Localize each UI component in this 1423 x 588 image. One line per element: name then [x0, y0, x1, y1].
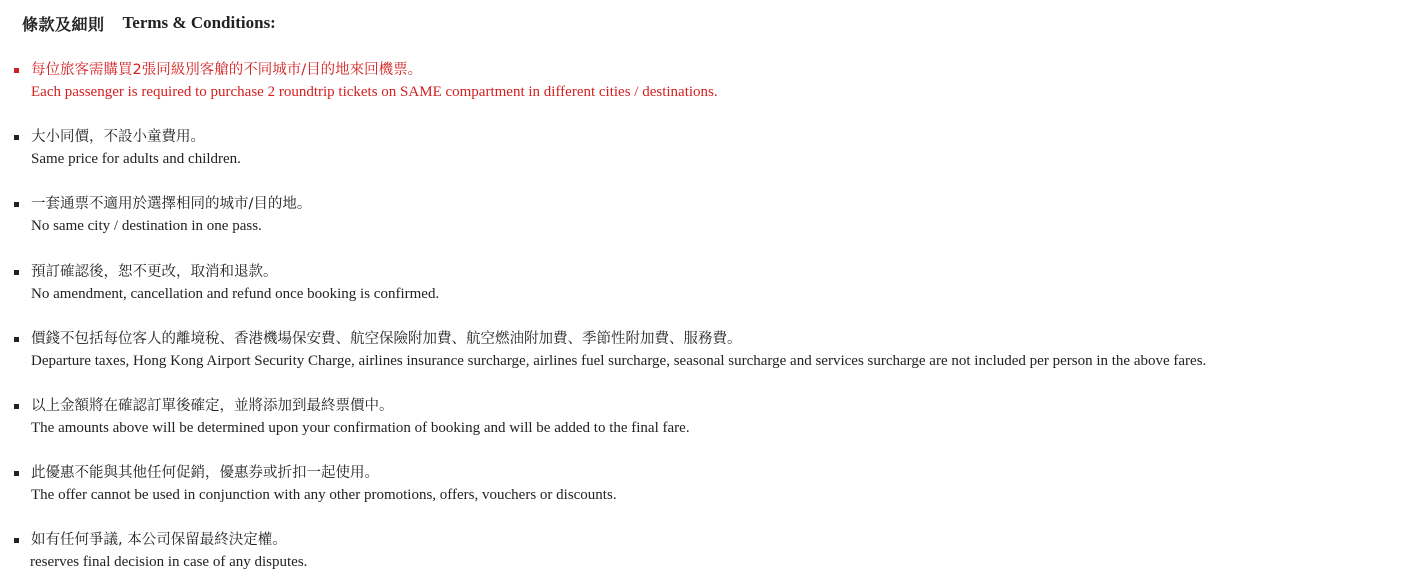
term-item-same-price — [14, 127, 1414, 171]
term-text-chinese: 每位旅客需購買2張同級別客艙的不同城市/目的地來回機票。 — [31, 62, 423, 78]
term-text-english: The offer cannot be used in conjunction with any other promotions, offers, vouchers or discounts. — [31, 487, 617, 503]
term-text-english: No same city / destination in one pass. — [31, 218, 262, 234]
bullet-icon — [14, 471, 19, 476]
term-item-amounts-determined — [14, 396, 1414, 440]
term-item-taxes-excluded — [14, 329, 1414, 373]
term-text-english: Each passenger is required to purchase 2 roundtrip tickets on SAME compartment in different cities / destinations. — [31, 84, 718, 100]
terms-heading — [22, 11, 276, 35]
bullet-icon — [14, 404, 19, 409]
term-text-chinese: 此優惠不能與其他任何促銷，優惠券或折扣一起使用。 — [31, 465, 379, 481]
bullet-icon — [14, 135, 19, 140]
term-item-two-tickets — [14, 60, 1414, 104]
term-text-chinese: 大小同價，不設小童費用。 — [31, 129, 205, 145]
term-item-no-amendment — [14, 262, 1414, 306]
term-text-chinese: 預訂確認後，恕不更改，取消和退款。 — [31, 264, 278, 280]
term-text-english: No amendment, cancellation and refund once booking is confirmed. — [31, 286, 440, 302]
term-text-chinese: 以上金額將在確認訂單後確定，並將添加到最終票價中。 — [31, 398, 394, 414]
term-text-chinese: 一套通票不適用於選擇相同的城市/目的地。 — [31, 196, 312, 212]
term-text-english: The amounts above will be determined upon your confirmation of booking and will be added to the final fare. — [31, 420, 690, 436]
term-text-english: Same price for adults and children. — [31, 151, 241, 167]
bullet-icon — [14, 270, 19, 275]
bullet-icon — [14, 337, 19, 342]
bullet-icon — [14, 68, 19, 73]
term-item-no-combination — [14, 463, 1414, 507]
bullet-icon — [14, 538, 19, 543]
term-text-english: Departure taxes, Hong Kong Airport Security Charge, airlines insurance surcharge, airlines fuel surcharge, seasonal surcharge and services surcharge are not included per person in the above fares. — [31, 353, 1207, 369]
term-text-english: reserves final decision in case of any disputes. — [30, 554, 308, 570]
term-text-chinese: 如有任何爭議, 本公司保留最終決定權。 — [31, 532, 287, 548]
term-text-chinese: 價錢不包括每位客人的離境稅、香港機場保安費、航空保險附加費、航空燃油附加費、季節性附加費、服務費。 — [31, 331, 742, 347]
heading-title-chinese: 條款及細則 — [22, 14, 105, 34]
heading-title-english: Terms & Conditions: — [122, 13, 276, 32]
bullet-icon — [14, 202, 19, 207]
term-item-no-same-city — [14, 194, 1414, 238]
term-item-final-decision — [14, 530, 1414, 574]
